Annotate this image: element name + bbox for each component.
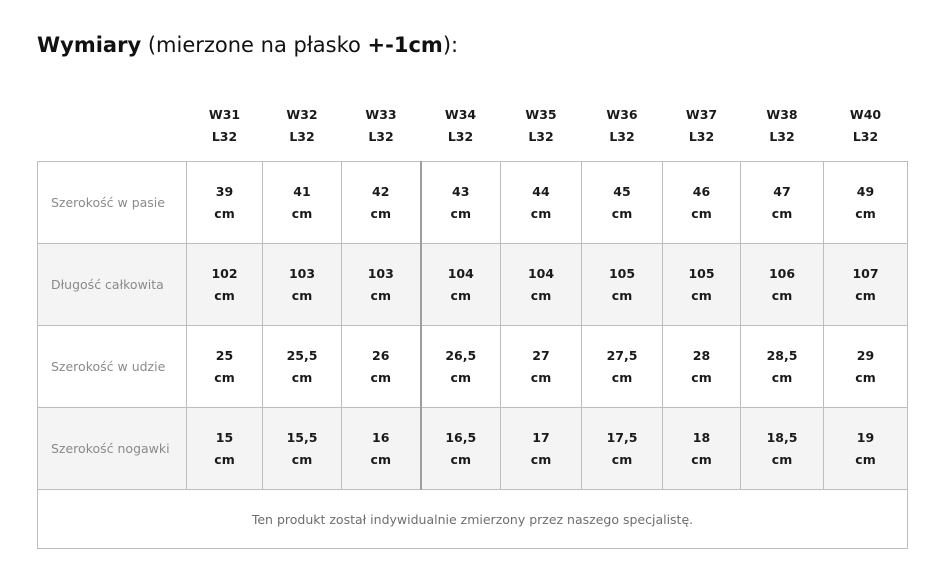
size-column-header — [582, 90, 663, 162]
measurement-cell — [263, 162, 342, 244]
waist-size-label: W38 — [766, 106, 798, 122]
measurement-value: 16 — [372, 429, 390, 445]
measurement-unit: cm — [214, 287, 235, 303]
length-size-label: L32 — [852, 128, 879, 144]
row-label: Długość całkowita — [38, 244, 187, 326]
measurement-value: 18,5 — [766, 429, 798, 445]
measurement-unit: cm — [530, 287, 552, 303]
measurement-unit: cm — [771, 205, 793, 221]
length-size-label: L32 — [609, 128, 635, 144]
row-label: Szerokość nogawki — [38, 408, 187, 490]
waist-size-label: W35 — [525, 106, 557, 122]
measurement-cell — [663, 244, 741, 326]
measurement-cell — [824, 244, 908, 326]
measurement-cell — [342, 326, 421, 408]
measurement-value: 27 — [532, 347, 550, 363]
measurement-cell — [187, 162, 263, 244]
measurement-unit: cm — [450, 287, 471, 303]
waist-size-label: W32 — [286, 106, 318, 122]
waist-size-label: W36 — [606, 106, 638, 122]
length-size-label: L32 — [211, 128, 238, 144]
length-size-label: L32 — [688, 128, 715, 144]
measurement-cell — [501, 244, 582, 326]
waist-size-label: W34 — [444, 106, 477, 122]
measurement-cell — [342, 408, 421, 490]
measurement-cell — [824, 326, 908, 408]
table-row — [38, 326, 908, 408]
size-table — [37, 90, 908, 549]
table-row — [38, 162, 908, 244]
size-column-header — [741, 90, 824, 162]
measurement-cell — [501, 408, 582, 490]
measurement-value: 104 — [447, 265, 474, 281]
waist-size-label: W40 — [849, 106, 882, 122]
measurement-unit: cm — [370, 205, 391, 221]
measurement-cell — [741, 162, 824, 244]
measurement-value: 49 — [856, 183, 875, 199]
measurement-value: 105 — [608, 265, 636, 281]
measurement-value: 102 — [211, 265, 238, 281]
measurement-unit: cm — [291, 451, 313, 467]
header-empty-cell — [38, 90, 187, 162]
measurement-cell — [342, 244, 421, 326]
measurement-value: 106 — [768, 265, 796, 281]
measurement-unit: cm — [771, 369, 793, 385]
row-label: Szerokość w udzie — [38, 326, 187, 408]
row-label: Szerokość w pasie — [38, 162, 187, 244]
measurement-value: 26 — [372, 347, 390, 363]
measurement-unit: cm — [691, 369, 712, 385]
size-column-header — [342, 90, 421, 162]
measurement-cell — [824, 162, 908, 244]
measurement-unit: cm — [291, 369, 313, 385]
measurement-value: 42 — [372, 183, 390, 199]
title-bold: Wymiary — [37, 33, 142, 57]
measurement-cell — [741, 326, 824, 408]
measurement-value: 27,5 — [606, 347, 638, 363]
measurement-cell — [663, 162, 741, 244]
size-column-header — [263, 90, 342, 162]
measurement-value: 28 — [692, 347, 711, 363]
measurement-unit: cm — [855, 287, 876, 303]
measurement-value: 104 — [527, 265, 555, 281]
footer-note: Ten produkt został indywidualnie zmierzony przez naszego specjalistę. — [38, 490, 908, 549]
measurement-cell — [663, 408, 741, 490]
table-header-row — [38, 90, 908, 162]
length-size-label: L32 — [447, 128, 474, 144]
measurement-unit: cm — [291, 287, 313, 303]
size-column-header — [187, 90, 263, 162]
measurement-unit: cm — [370, 369, 391, 385]
measurement-cell — [342, 162, 421, 244]
measurement-unit: cm — [611, 369, 633, 385]
measurement-cell — [501, 326, 582, 408]
waist-size-label: W31 — [208, 106, 241, 122]
measurement-value: 103 — [288, 265, 316, 281]
measurement-unit: cm — [370, 287, 391, 303]
measurement-cell — [741, 408, 824, 490]
measurement-cell — [663, 326, 741, 408]
measurement-value: 41 — [293, 183, 311, 199]
measurement-value: 103 — [367, 265, 394, 281]
measurement-unit: cm — [611, 287, 633, 303]
measurement-unit: cm — [611, 451, 633, 467]
measurement-value: 105 — [688, 265, 715, 281]
measurement-cell — [582, 326, 663, 408]
measurement-cell — [187, 326, 263, 408]
measurement-cell — [582, 162, 663, 244]
title-tolerance: +-1cm — [367, 33, 443, 57]
measurement-value: 107 — [852, 265, 879, 281]
title-text-open: (mierzone na płasko — [141, 33, 368, 57]
measurement-cell — [421, 162, 501, 244]
waist-size-label: W33 — [365, 106, 397, 122]
measurement-unit: cm — [855, 205, 876, 221]
measurement-value: 15,5 — [286, 429, 318, 445]
waist-size-label: W37 — [685, 106, 718, 122]
measurement-unit: cm — [530, 369, 552, 385]
measurement-value: 43 — [452, 183, 470, 199]
measurement-value: 28,5 — [766, 347, 798, 363]
measurement-unit: cm — [855, 451, 876, 467]
size-column-header — [421, 90, 501, 162]
measurement-cell — [582, 408, 663, 490]
size-column-header — [824, 90, 908, 162]
measurement-unit: cm — [450, 369, 471, 385]
measurement-cell — [824, 408, 908, 490]
measurement-unit: cm — [691, 205, 712, 221]
table-body — [38, 162, 908, 490]
measurement-value: 17 — [532, 429, 550, 445]
table-footer-row — [38, 490, 908, 549]
table-row — [38, 244, 908, 326]
measurement-cell — [263, 244, 342, 326]
measurement-unit: cm — [771, 451, 793, 467]
measurement-unit: cm — [450, 205, 471, 221]
measurement-value: 17,5 — [606, 429, 638, 445]
measurement-unit: cm — [214, 451, 235, 467]
table-row — [38, 408, 908, 490]
measurement-value: 44 — [532, 183, 550, 199]
measurement-value: 46 — [692, 183, 711, 199]
measurement-cell — [421, 408, 501, 490]
measurement-value: 26,5 — [445, 347, 477, 363]
length-size-label: L32 — [528, 128, 554, 144]
measurement-cell — [501, 162, 582, 244]
measurement-unit: cm — [530, 205, 552, 221]
measurement-unit: cm — [530, 451, 552, 467]
measurement-unit: cm — [450, 451, 471, 467]
size-column-header — [501, 90, 582, 162]
measurement-value: 29 — [856, 347, 875, 363]
length-size-label: L32 — [769, 128, 795, 144]
measurement-cell — [263, 326, 342, 408]
length-size-label: L32 — [368, 128, 394, 144]
measurement-cell — [582, 244, 663, 326]
measurement-cell — [187, 244, 263, 326]
measurement-cell — [421, 244, 501, 326]
measurement-value: 47 — [773, 183, 791, 199]
length-size-label: L32 — [289, 128, 315, 144]
measurement-unit: cm — [370, 451, 391, 467]
measurement-value: 15 — [215, 429, 234, 445]
measurement-unit: cm — [691, 287, 712, 303]
measurement-unit: cm — [214, 369, 235, 385]
measurement-cell — [263, 408, 342, 490]
measurement-cell — [421, 326, 501, 408]
measurement-cell — [187, 408, 263, 490]
title-text-close: ): — [442, 33, 459, 57]
measurement-unit: cm — [855, 369, 876, 385]
measurement-value: 25 — [215, 347, 234, 363]
page-title — [37, 33, 458, 57]
measurement-value: 16,5 — [445, 429, 477, 445]
measurement-cell — [741, 244, 824, 326]
measurement-unit: cm — [611, 205, 633, 221]
measurement-value: 19 — [856, 429, 875, 445]
measurement-value: 45 — [613, 183, 631, 199]
measurement-value: 39 — [215, 183, 234, 199]
measurement-value: 18 — [692, 429, 711, 445]
measurement-unit: cm — [771, 287, 793, 303]
size-column-header — [663, 90, 741, 162]
measurement-unit: cm — [214, 205, 235, 221]
measurement-unit: cm — [691, 451, 712, 467]
measurement-unit: cm — [291, 205, 313, 221]
measurement-value: 25,5 — [286, 347, 318, 363]
